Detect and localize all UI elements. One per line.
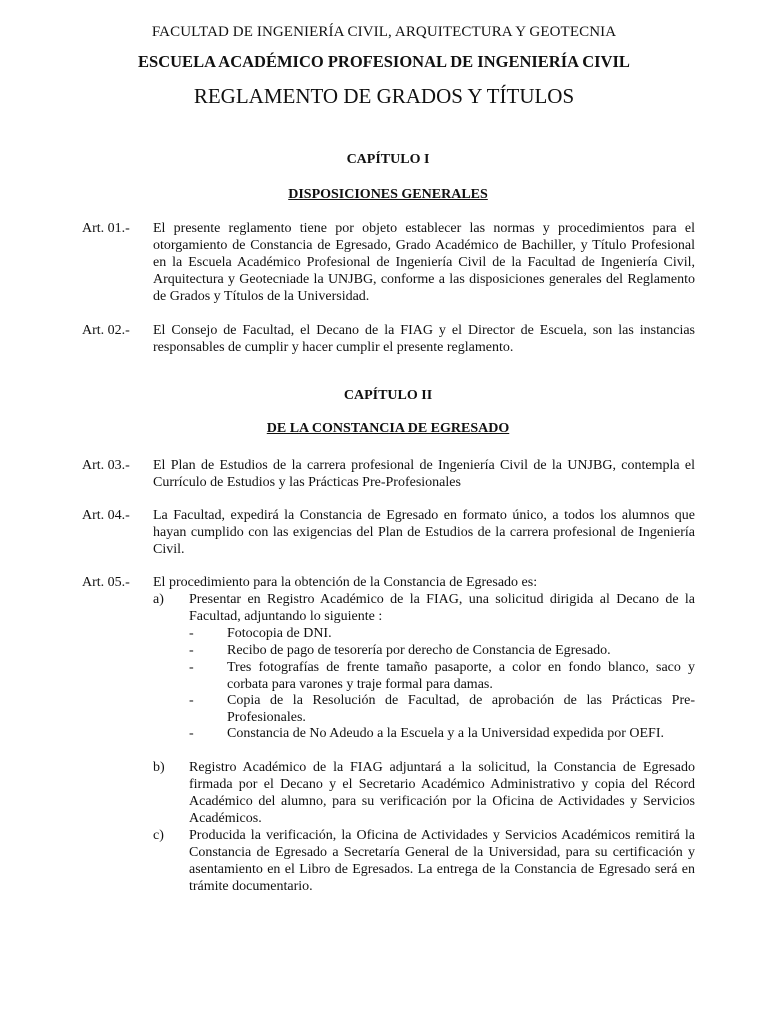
chapter-2-subtitle: DE LA CONSTANCIA DE EGRESADO xyxy=(266,421,510,436)
list-item-letter: b) xyxy=(153,760,165,775)
article-04-label: Art. 04.- xyxy=(82,508,130,523)
article-01-label: Art. 01.- xyxy=(82,221,130,236)
article-03-text: El Plan de Estudios de la carrera profesional de Ingeniería Civil de la UNJBG, contempla el Currículo de Estudios y las Prácticas Pre-Profesionales xyxy=(153,458,695,490)
list-item-text: Registro Académico de la FIAG adjuntará a la solicitud, la Constancia de Egresado firmada por el Decano y el Secretario Académico Administrativo y copia del Récord Académico del alumno, para su verificación por la Oficina de Actividades y Servicios Académicos. xyxy=(189,760,695,826)
bullet-dash: - xyxy=(189,643,194,658)
school-heading: ESCUELA ACADÉMICO PROFESIONAL DE INGENIERÍA CIVIL xyxy=(138,52,630,71)
faculty-heading: FACULTAD DE INGENIERÍA CIVIL, ARQUITECTURA Y GEOTECNIA xyxy=(151,24,617,40)
list-item-text: Producida la verificación, la Oficina de Actividades y Servicios Académicos remitirá la Constancia de Egresado a Secretaría General de la Universidad, para su certificación y asentamiento en el Libro de Egresados. La entrega de la Constancia de Egresado será en trámite documentario. xyxy=(189,828,695,894)
article-03-label: Art. 03.- xyxy=(82,458,130,473)
bullet-text: Tres fotografías de frente tamaño pasaporte, a color en fondo blanco, saco y corbata para varones y traje formal para damas. xyxy=(227,660,695,692)
bullet-text: Fotocopia de DNI. xyxy=(227,626,332,641)
article-02-text: El Consejo de Facultad, el Decano de la FIAG y el Director de Escuela, son las instancias responsables de cumplir y hacer cumplir el presente reglamento. xyxy=(153,323,695,355)
bullet-dash: - xyxy=(189,693,194,708)
article-05-text: El procedimiento para la obtención de la Constancia de Egresado es: xyxy=(153,575,538,590)
chapter-2-heading: CAPÍTULO II xyxy=(343,388,433,403)
article-02-label: Art. 02.- xyxy=(82,323,130,338)
chapter-1-subtitle: DISPOSICIONES GENERALES xyxy=(288,187,488,202)
article-01-text: El presente reglamento tiene por objeto establecer las normas y procedimientos para el otorgamiento de Constancia de Egresado, Grado Académico de Bachiller, y Título Profesional en la Escuela Académico Profesional de Ingeniería Civil de la Facultad de Ingeniería Civil, Arquitectura y Geotecniade la UNJBG, conforme a las disposiciones generales del Reglamento de Grados y Títulos de la Universidad. xyxy=(153,221,695,304)
article-05-label: Art. 05.- xyxy=(82,575,130,590)
bullet-dash: - xyxy=(189,626,194,641)
bullet-dash: - xyxy=(189,660,194,675)
list-item-letter: a) xyxy=(153,592,164,607)
bullet-text: Recibo de pago de tesorería por derecho de Constancia de Egresado. xyxy=(227,643,611,658)
document-title: REGLAMENTO DE GRADOS Y TÍTULOS xyxy=(193,84,575,108)
list-item-text: Presentar en Registro Académico de la FIAG, una solicitud dirigida al Decano de la Facultad, adjuntando lo siguiente : xyxy=(189,592,695,624)
list-item-letter: c) xyxy=(153,828,164,843)
bullet-dash: - xyxy=(189,726,194,741)
article-04-text: La Facultad, expedirá la Constancia de Egresado en formato único, a todos los alumnos que hayan cumplido con las exigencias del Plan de Estudios de la carrera profesional de Ingeniería Civil. xyxy=(153,508,695,557)
bullet-text: Constancia de No Adeudo a la Escuela y a la Universidad expedida por OEFI. xyxy=(227,726,664,741)
chapter-1-heading: CAPÍTULO I xyxy=(346,152,430,167)
bullet-text: Copia de la Resolución de Facultad, de aprobación de las Prácticas Pre-Profesionales. xyxy=(227,693,695,725)
